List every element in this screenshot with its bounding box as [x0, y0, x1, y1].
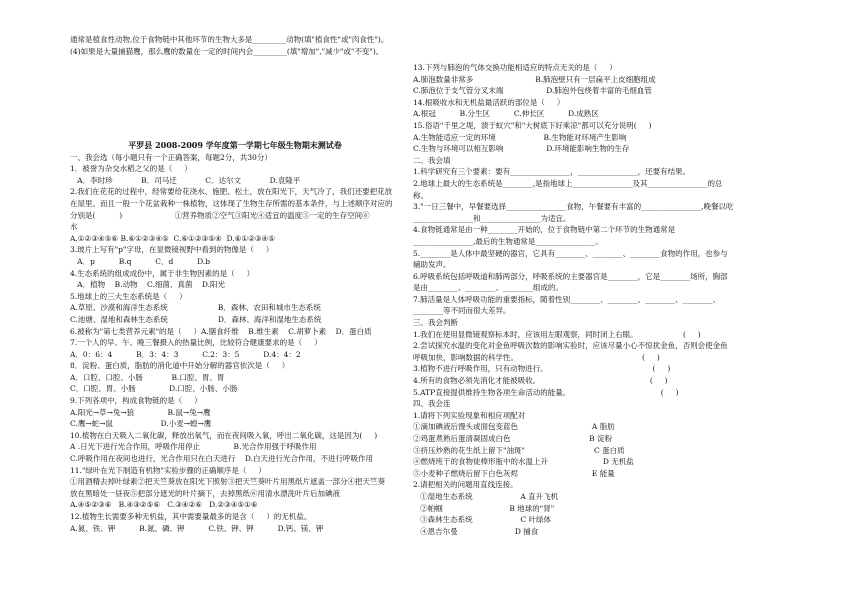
- right-question-line: 呼吸加快，影响数据的科学性。 ( ): [413, 352, 660, 362]
- left-question-line: 7.一个人的早、午、晚三餐摄入的热量比例，比较符合健康要求的是（ ）: [70, 338, 322, 348]
- left-question-line: A．植物 B.动物 C.细菌、真菌 D.阳光: [70, 280, 226, 290]
- right-question-line: A.肺泡数量非常多 B.肺泡壁只有一层扁平上皮细胞组成: [413, 74, 656, 84]
- left-question-line: 5.地球上的三大生态系统是（ ）: [70, 291, 187, 301]
- left-question-line: C.鹰→蛇→鼠 D.小麦→蝗→鹰: [70, 419, 212, 429]
- right-question-line: ①湿地生态系统 A 直升飞机: [413, 491, 559, 501]
- right-question-line: 辅助发声。: [413, 260, 451, 270]
- right-question-line: 13.下列与肺泡的气体交换功能相适应的特点无关的是（ ）: [413, 63, 617, 72]
- right-question-line: 15.俗语"千里之堤，溃于蚁穴"和"大树底下好乘凉"都可以充分说明( ): [413, 120, 652, 130]
- right-question-line: 6.呼吸系统包括呼吸道和肺两部分，呼吸系统的主要器官是________，它是________场所，胸部: [413, 271, 728, 281]
- right-question-line: ________等不同而很大差异。: [413, 306, 511, 316]
- right-question-line: ④恩吉尔曼 D 捕食: [413, 526, 539, 536]
- right-question-line: 3."一日三餐中，早餐要选择________________食物，午餐要有丰富的________________,晚餐以吃: [413, 202, 734, 212]
- exam-title: 平罗县 2008-2009 学年度第一学期七年级生物期末测试卷: [128, 140, 342, 150]
- right-question-line: ①滴加碘液后馒头或面包变蓝色 A 脂肪: [413, 422, 615, 432]
- left-question-line: 8．淀粉、蛋白质，脂肪的消化道中开始分解的器官依次是（ ）: [70, 361, 290, 371]
- left-question-line: 水: [70, 222, 78, 232]
- right-question-line: 3.植物不进行呼吸作用，只有动物进行。 ( ): [413, 364, 671, 374]
- right-question-line: 5.________是人体中最坚硬的器官，它具有________、________、________食物的作用，也参与: [413, 248, 728, 258]
- left-question-line: A.草原、沙漠和海洋生态系统 B．森林、农田和城市生态系统: [70, 303, 321, 313]
- carryover-line-2: (4)如果是大量捕猫鹰，那么鹰的数量在一定的时间内会_________(填"增加","减少"或"不变")。: [70, 46, 384, 56]
- left-question-line: A．李时珍 B．司马迁 C．达尔文 D.袁隆平: [70, 175, 301, 185]
- left-question-line: A．0：6：4 B．3：4：3 C.2：3：5 D.4：4：2: [70, 349, 301, 359]
- right-question-line: C.生物与环境可以相互影响 D.环境能影响生物的生存: [413, 144, 630, 154]
- left-question-line: 一、我会选（每小题只有一个正确答案，每题2分，共30分）: [70, 152, 272, 162]
- right-question-line: C.肺泡位于支气管分叉末端 D.肺泡外包绕着丰富的毛细血管: [413, 86, 652, 96]
- left-question-line: A.④⑤②③⑥ B.④③②⑤⑥ C.③④②⑥ D.②③④⑤①⑥: [70, 500, 258, 510]
- carryover-line-1: 通常是植食性动物,位于食物链中其他环节的生物大多是_________动物(填"植食性"或"肉食性")。: [70, 35, 389, 44]
- left-question-line: 6.被称为"第七类营养元素"的是（ ）A.膳食纤维 B.维生素 C.胡萝卜素 D．蛋白质: [70, 326, 372, 336]
- left-question-line: 12.植物生长需要多种无机盐，其中需要量最多的是含（ ）的无机盐。: [70, 512, 312, 521]
- left-question-line: A.阳光→草→兔→狼 B.鼠→兔→鹰: [70, 407, 211, 417]
- left-question-line: 分别是( ) ①营养物质②空气③阳光④适宜的温度⑤一定的生存空间⑥: [70, 210, 370, 220]
- right-question-line: 2.请把相关的问题用直线连接。: [413, 480, 518, 490]
- right-question-line: 三、我会判断: [413, 318, 458, 328]
- right-question-line: 1.请将下列实验现象和相应项配对: [413, 410, 526, 420]
- left-question-line: 1．被誉为杂交水稻之父的是（ ）: [70, 164, 192, 174]
- left-question-line: 在屋里。而且一般一个花盆栽种一株植物，这体现了生物生存所需的基本条件，与上述顺序对应的: [70, 198, 393, 208]
- right-question-line: ②帕帼 B 地球的"肾": [413, 503, 555, 513]
- right-question-line: ④燃烧班干的食物徒棒形瓶中的水温上升 D 无机盐: [413, 457, 634, 467]
- left-question-line: ①用酒精去掉叶绿素②把天竺葵放在阳光下照射③把天竺葵叶片用黑纸片遮盖一部分④把天竺葵: [70, 477, 385, 487]
- left-question-line: A.氮、铁、钾 B.氮、磷、钾 C.铁、钾、钾 D.钙、镁、钾: [70, 523, 324, 533]
- right-question-line: ⑤小麦种子燃烧后留下白色灰烬 E 能量: [413, 468, 615, 478]
- left-question-line: 9.下列各项中，构成食物链的是（ ）: [70, 396, 202, 406]
- left-question-line: A.①②③④⑤⑥ B.⑥①②③④⑤ C.⑥①②③⑤④ D.⑥①②③④⑤: [70, 233, 275, 243]
- right-question-line: 2.地球上最大的生态系统是________,是指地球上________________及其________________的总: [413, 178, 723, 188]
- right-question-line: ③挤压炒熟的花生纸上留下"油斑" C 蛋白质: [413, 445, 625, 455]
- right-column: [413, 62, 743, 537]
- left-question-line: 2.我们在花花的过程中，经常要给花浇水、施肥、松土，放在阳光下，天气冷了，我们还要把花放: [70, 187, 393, 197]
- exam-body-left: [70, 140, 400, 534]
- left-question-line: 放在黑暗处一昼夜⑤把部分遮光的叶片摘下，去掉黑纸⑥用清水漂洗叶片后加碘液: [70, 488, 340, 498]
- right-question-line: A.生物能适应一定的环境 B.生物能对环境产生影响: [413, 132, 627, 142]
- right-question-line: 4.食物链通常是由一种________开始的，位于食物链中第二个环节的生物通常是: [413, 225, 676, 235]
- left-question-line: 11."绿叶在光下制造有机物"实验步骤的正确顺序是（ ）: [70, 465, 266, 475]
- right-question-line: 14.根吸收水和无机盐最活跃的部位是（ ）: [413, 97, 565, 107]
- right-question-line: ③森林生态系统 C 叶绿体: [413, 515, 551, 525]
- right-question-line: 是由________、________、________组成的。: [413, 283, 563, 293]
- left-question-line: A．p B.q C．d D.b: [70, 256, 211, 266]
- right-question-line: ②鸡蛋煮熟后蛋清凝固成白色 B 淀粉: [413, 434, 613, 443]
- left-question-line: C．口腔、胃、小肠 D.口腔、小肠、小肠: [70, 384, 238, 394]
- right-question-line: 4.所有的食物必须先消化才能被吸收。 ( ): [413, 376, 668, 386]
- right-question-line: 1.我们在使用显微镜观察标本时，应该用左眼观察，同时闭上右眼。 ( ): [413, 329, 701, 339]
- right-question-list: [413, 62, 743, 537]
- left-question-line: A．口腔、口腔、小肠 B.口腔、胃、胃: [70, 372, 225, 382]
- left-question-list: [70, 152, 400, 535]
- right-question-line: 二、我会填: [413, 155, 451, 165]
- left-column: [70, 34, 400, 57]
- right-question-line: ________________和________________为适宜。: [413, 213, 571, 223]
- right-question-line: ________________,最后的生物通常是________________。: [413, 236, 603, 246]
- left-question-line: 10.植物在白天吸入二氧化碳，释放出氧气，而在夜间吸入氧，呼出二氧化碳，这是因为( ): [70, 430, 378, 440]
- right-question-line: 7.肺活量是人体呼吸功能的重要指标，随着性别________、________、________、________、: [413, 294, 721, 304]
- left-question-line: C.池塘、湿地和森林生态系统 D．森林、海洋和湿地生态系统: [70, 314, 322, 324]
- right-question-line: 1.科学研究有三个要素：要有________________，________________，还要有结果。: [413, 167, 691, 177]
- right-question-line: 四、我会连: [413, 399, 451, 409]
- right-question-line: 2.尝试探究水温的变化对金鱼呼吸次数的影响实验时，应该尽量小心不惊扰金鱼，否则会使金鱼: [413, 341, 728, 351]
- right-question-line: 5.ATP直接提供维持生物各项生命活动的能量。 ( ): [413, 387, 679, 397]
- right-question-line: 称。: [413, 190, 428, 200]
- left-question-line: 3.玻片上写有"p"字母，在显微镜视野中看到的物像是（ ）: [70, 245, 274, 255]
- right-question-line: A.根冠 B.分生区 C.伸长区 D.成熟区: [413, 109, 599, 119]
- left-question-line: C.呼吸作用在夜间也进行，光合作用只在白天进行 D.白天进行光合作用，不进行呼吸作用: [70, 454, 374, 464]
- left-question-line: 4.生态系统的组成成份中，属于非生物因素的是（ ）: [70, 268, 255, 278]
- left-question-line: A .日光下进行光合作用，呼吸作用停止 B.光合作用强于呼吸作用: [70, 442, 317, 452]
